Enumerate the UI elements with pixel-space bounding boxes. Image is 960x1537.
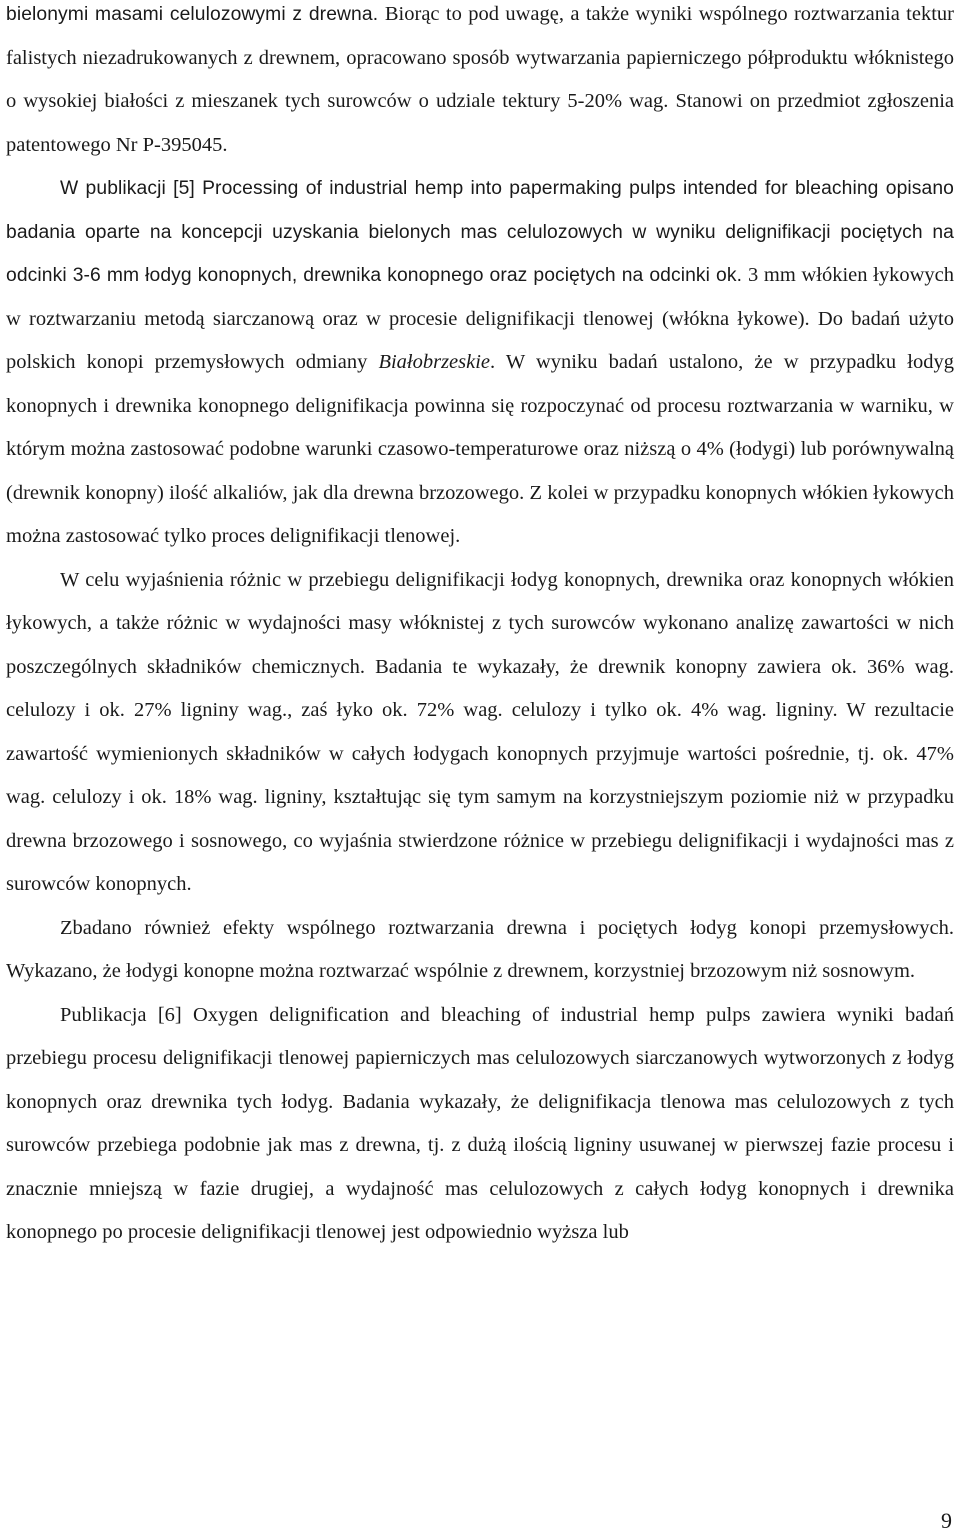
text-segment: bielonymi masami celulozowymi z drewna. [6, 4, 385, 25]
text-segment: W publikacji [5] Processing of industrial hemp into papermaking pulps intended for bleaching opisano badania oparte na koncepcji uzyskania bielonych mas celulozowych w wyniku delignifikacji pociętych na odcinki 3-6 mm łodyg konopnych, drewnika konopnego oraz pociętych na odcinki ok. [6, 178, 954, 286]
paragraph-patent-summary [6, 0, 954, 167]
variety-name: Białobrzeskie [378, 351, 491, 373]
paragraph-co-pulping: Zbadano również efekty wspólnego roztwarzania drewna i pociętych łodyg konopi przemysłowych. Wykazano, że łodygi konopne można roztwarzać wspólnie z drewnem, korzystniej brzozowym niż sosnowym. [6, 916, 954, 982]
text-segment: . W wyniku badań ustalono, że w przypadku łodyg konopnych i drewnika konopnego delignifikacja powinna się rozpoczynać od procesu roztwarzania w warniku, w którym można zastosować podobne warunki czasowo-temperaturowe oraz niższą o 4% (łodygi) lub porównywalną (drewnik konopny) ilość alkaliów, jak dla drewna brzozowego. Z kolei w przypadku konopnych włókien łykowych można zastosować tylko proces delignifikacji tlenowej. [6, 351, 954, 547]
text-segment: Biorąc to pod uwagę, a także wyniki wspólnego roztwarzania tektur falistych niezadrukowanych z drewnem, opracowano sposób wytwarzania papierniczego półproduktu włóknistego o wysokiej białości z mieszanek tych surowców o udziale tektury 5-20% wag. Stanowi on przedmiot zgłoszenia patentowego Nr P-395045. [6, 3, 954, 156]
text-segment: 3 mm włókien łykowych w roztwarzaniu metodą siarczanową oraz w procesie delignifikacji tlenowej (włókna łykowe). Do badań użyto polskich konopi przemysłowych odmiany [6, 264, 954, 373]
paragraph-publication-6: Publikacja [6] Oxygen delignification and bleaching of industrial hemp pulps zawiera wyniki badań przebiegu procesu delignifikacji tlenowej papierniczych mas celulozowych siarczanowych wytworzonych z łodyg konopnych oraz drewnika tych łodyg. Badania wykazały, że delignifikacja tlenowa mas celulozowych z tych surowców przebiega podobnie jak mas z drewna, tj. z dużą ilością ligniny usuwanej w pierwszej fazie procesu i znacznie mniejszą w fazie drugiej, a wydajność mas celulozowych z całych łodyg konopnych i drewnika konopnego po procesie delignifikacji tlenowej jest odpowiednio wyższa lub [6, 1003, 954, 1243]
document-page [6, 0, 954, 1255]
paragraph-publication-5 [6, 167, 954, 559]
page-number: 9 [941, 1508, 952, 1533]
paragraph-chemical-analysis: W celu wyjaśnienia różnic w przebiegu delignifikacji łodyg konopnych, drewnika oraz konopnych włókien łykowych, a także różnic w wydajności masy włóknistej z tych surowców wykonano analizę zawartości w nich poszczególnych składników chemicznych. Badania te wykazały, że drewnik konopny zawiera ok. 36% wag. celulozy i ok. 27% ligniny wag., zaś łyko ok. 72% wag. celulozy i tylko ok. 4% wag. ligniny. W rezultacie zawartość wymienionych składników w całych łodygach konopnych przyjmuje wartości pośrednie, tj. ok. 47% wag. celulozy i ok. 18% wag. ligniny, kształtując się tym samym na korzystniejszym poziomie niż w przypadku drewna brzozowego i sosnowego, co wyjaśnia stwierdzone różnice w przebiegu delignifikacji i wydajności mas z surowców konopnych. [6, 568, 954, 895]
